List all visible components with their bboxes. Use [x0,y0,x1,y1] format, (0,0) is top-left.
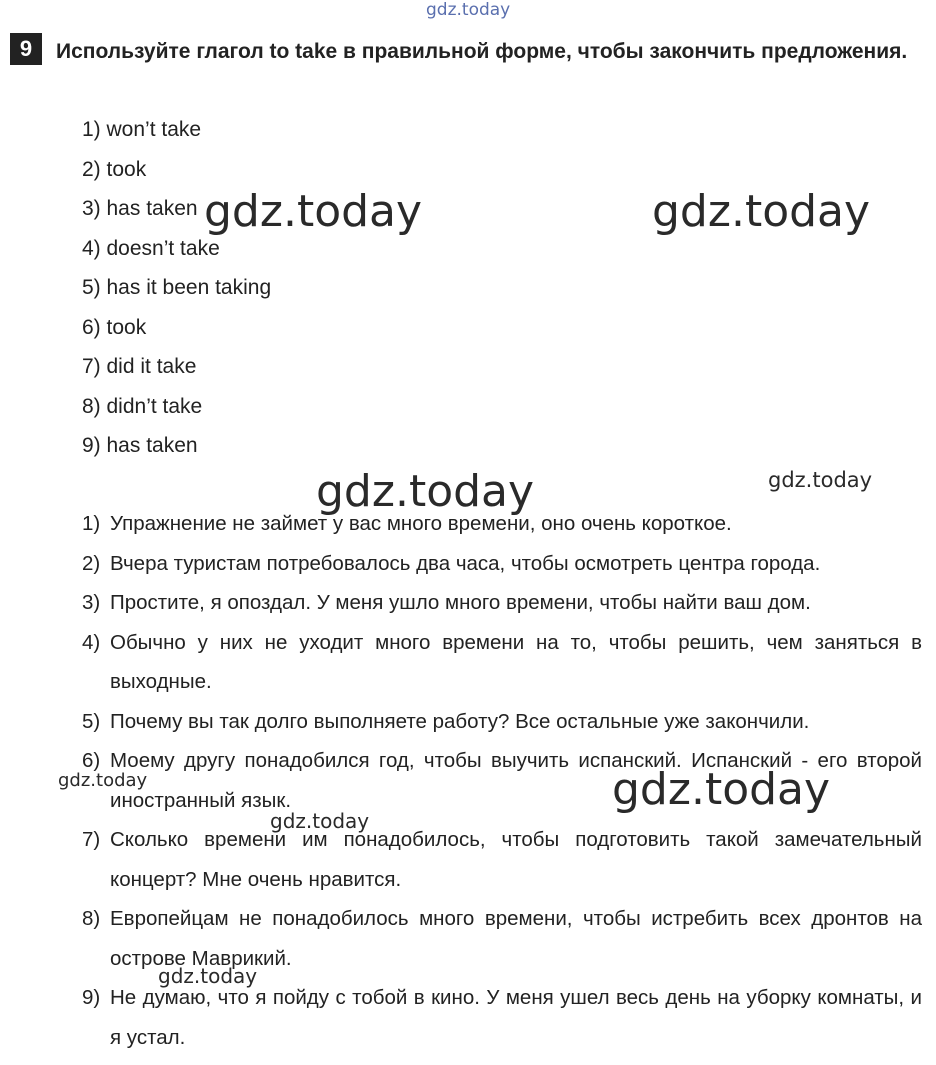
watermark: gdz.today [58,770,148,791]
translation-text: Почему вы так долго выполняете работу? Все остальные уже закончили. [110,709,810,733]
watermark: gdz.today [316,466,535,517]
translation-item [82,820,922,899]
translation-number: 9) [82,986,101,1009]
translation-number: 7) [82,828,101,851]
exercise-number: 9 [10,33,42,65]
watermark: gdz.today [204,186,423,237]
answer-item: 8) didn’t take [82,394,203,418]
translation-item [82,544,922,584]
answer-item: 2) took [82,157,147,181]
answer-item: 6) took [82,315,147,339]
translation-text: Обычно у них не уходит много времени на то, чтобы решить, чем заняться в выходные. [110,630,922,693]
watermark: gdz.today [612,764,831,815]
translation-number: 2) [82,551,101,575]
translation-item [82,978,922,1057]
watermark: gdz.today [426,0,511,20]
answer-item: 5) has it been taking [82,276,272,299]
translation-text: Моему другу понадобился год, чтобы выучить испанский. Испанский - его второй иностранный язык. [110,749,922,812]
translation-number: 1) [82,512,101,535]
translation-number: 8) [82,907,101,930]
translation-number: 6) [82,749,101,772]
answer-item: 7) did it take [82,355,197,378]
translation-text: Вчера туристам потребовалось два часа, чтобы осмотреть центра города. [110,551,821,575]
translation-number: 3) [82,591,101,614]
watermark: gdz.today [158,964,258,988]
translation-item [82,623,922,702]
watermark: gdz.today [768,468,873,492]
watermark: gdz.today [270,809,370,833]
answer-item: 3) has taken [82,197,198,220]
translation-item [82,702,922,742]
exercise-instruction: Используйте глагол to take в правильной форме, чтобы закончить предложения. [56,40,908,63]
translation-item [82,583,922,623]
answer-item: 1) won’t take [82,118,202,141]
translation-number: 5) [82,709,101,733]
translation-text: Сколько времени им понадобилось, чтобы подготовить такой замечательный концерт? Мне очень нравится. [110,828,922,891]
answer-item: 9) has taken [82,434,198,457]
translation-text: Не думаю, что я пойду с тобой в кино. У меня ушел весь день на уборку комнаты, и я устал. [110,986,922,1049]
translation-text: Европейцам не понадобилось много времени, чтобы истребить всех дронтов на острове Маврикий. [110,907,922,970]
watermark: gdz.today [652,186,871,237]
translation-text: Упражнение не займет у вас много времени, оно очень короткое. [110,512,732,535]
translation-text: Простите, я опоздал. У меня ушло много времени, чтобы найти ваш дом. [110,591,811,614]
translation-number: 4) [82,630,101,654]
answer-item: 4) doesn’t take [82,236,220,260]
answers-list [82,110,271,466]
